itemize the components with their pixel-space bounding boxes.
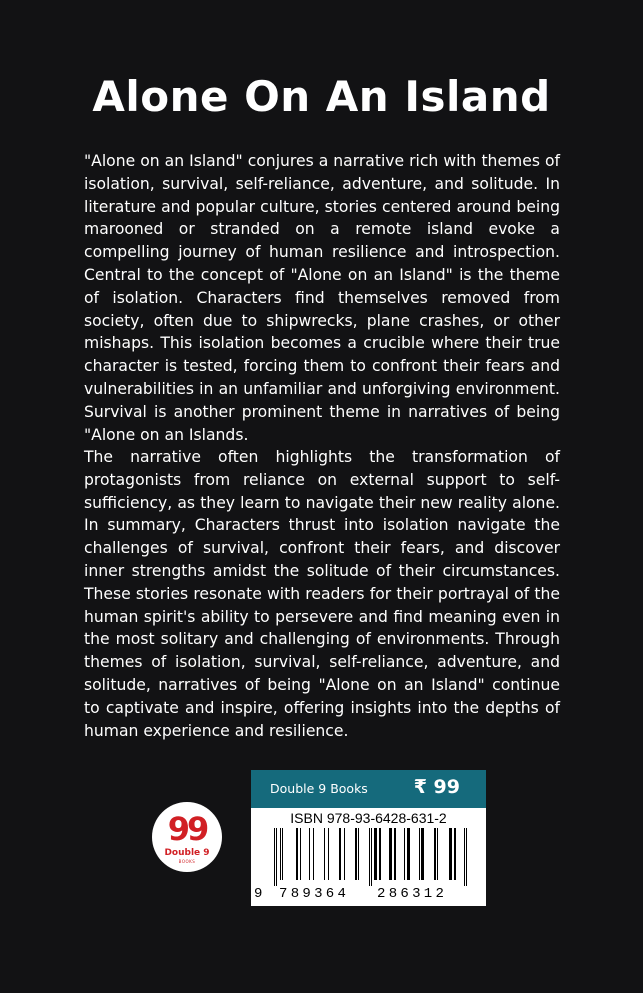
barcode-bar	[296, 828, 298, 880]
barcode-bar	[404, 828, 405, 880]
publisher-logo	[152, 802, 222, 872]
barcode-bar	[394, 828, 396, 880]
logo-number: 99	[167, 810, 207, 848]
barcode-bar	[309, 828, 310, 880]
barcode-bar	[282, 828, 283, 880]
barcode-bar	[407, 828, 410, 880]
price-label: ₹ 99	[413, 776, 460, 798]
barcode-bar	[324, 828, 325, 880]
barcode-bar	[355, 828, 357, 880]
publisher-name: Double 9 Books	[270, 781, 368, 796]
barcode-digits	[251, 886, 486, 904]
barcode-lead-digit: 9	[254, 886, 263, 902]
barcode-bar	[454, 828, 456, 880]
barcode-guard-bar	[371, 828, 372, 886]
barcode-bar	[379, 828, 381, 880]
blurb-paragraph-2: The narrative often highlights the transformation of protagonists from reliance on external support to self-sufficiency, as they learn to navigate their new reality alone. In summary, Characters thrust into isolation navigate the challenges of survival, confront their fears, and discover inner strengths amidst the solitude of their circumstances. These stories resonate with readers for their portrayal of the human spirit's ability to persevere and find meaning even in the most solitary and challenging of environments. Through themes of isolation, survival, self-reliance, adventure, and solitude, narratives of being "Alone on an Island" continue to captivate and inspire, offering insights into the depths of human experience and resilience.	[84, 448, 560, 740]
barcode-bar	[339, 828, 341, 880]
barcode-bar	[300, 828, 301, 880]
barcode-guard-bar	[274, 828, 275, 886]
barcode-guard-bar	[369, 828, 370, 886]
blurb-paragraph-1: "Alone on an Island" conjures a narrative rich with themes of isolation, survival, self-reliance, adventure, and solitude. In literature and popular culture, stories centered around being marooned or stranded on a remote island evoke a compelling journey of human resilience and introspection. Central to the concept of "Alone on an Island" is the theme of isolation. Characters find themselves removed from society, often due to shipwrecks, plane crashes, or other mishaps. This isolation becomes a crucible where their true character is tested, forcing them to confront their fears and vulnerabilities in an unfamiliar and unforgiving environment. Survival is another prominent theme in narratives of being "Alone on an Islands.	[84, 152, 560, 444]
barcode-bar	[389, 828, 392, 880]
barcode-bar	[328, 828, 329, 880]
barcode-bar	[358, 828, 359, 880]
barcode-group-1: 789364	[279, 886, 350, 902]
logo-subtitle: BOOKS	[178, 859, 196, 864]
isbn-label: ISBN 978-93-6428-631-2	[290, 810, 447, 826]
book-title: Alone On An Island	[92, 72, 551, 121]
barcode-bar	[437, 828, 438, 880]
barcode	[260, 828, 477, 886]
barcode-guard-bar	[276, 828, 277, 886]
barcode-bar	[344, 828, 345, 880]
barcode-bar	[421, 828, 424, 880]
barcode-bar	[313, 828, 314, 880]
price-bar	[251, 770, 486, 808]
logo-name: Double 9	[164, 848, 210, 858]
barcode-bar	[419, 828, 420, 880]
isbn-barcode-box	[251, 770, 486, 906]
barcode-guard-bar	[464, 828, 465, 886]
barcode-bar	[449, 828, 452, 880]
barcode-bar	[374, 828, 377, 880]
barcode-group-2: 286312	[377, 886, 448, 902]
barcode-bar	[280, 828, 281, 880]
barcode-guard-bar	[466, 828, 467, 886]
barcode-bar	[434, 828, 436, 880]
